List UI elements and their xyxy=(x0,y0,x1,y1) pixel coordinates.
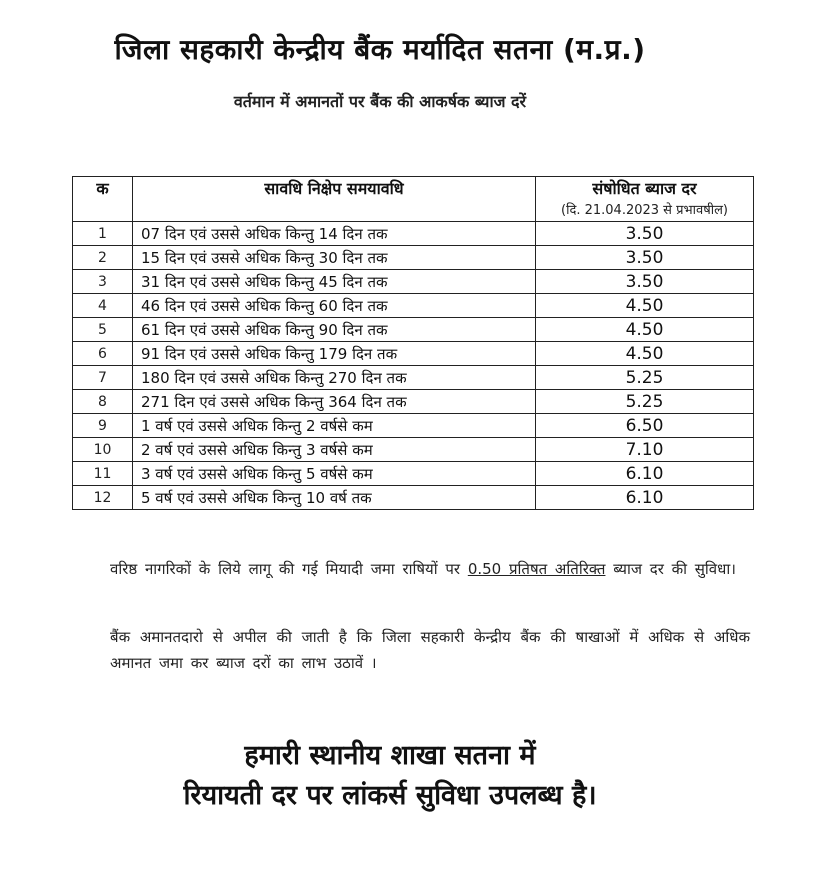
row-interest-rate: 4.50 xyxy=(536,318,754,342)
row-deposit-period: 15 दिन एवं उससे अधिक किन्तु 30 दिन तक xyxy=(133,246,536,270)
senior-citizen-note xyxy=(110,556,750,582)
row-deposit-period: 5 वर्ष एवं उससे अधिक किन्तु 10 वर्ष तक xyxy=(133,486,536,510)
table-row xyxy=(73,342,754,366)
row-serial: 11 xyxy=(73,462,133,486)
row-interest-rate: 7.10 xyxy=(536,438,754,462)
senior-note-prefix: वरिष्ठ नागरिकों के लिये लागू की गई मियादी जमा राषियों पर xyxy=(110,560,468,578)
row-deposit-period: 07 दिन एवं उससे अधिक किन्तु 14 दिन तक xyxy=(133,222,536,246)
senior-note-suffix: ब्याज दर की सुविधा। xyxy=(605,560,736,578)
appeal-note: बैंक अमानतदारो से अपील की जाती है कि जिला सहकारी केन्द्रीय बैंक की षाखाओं में अधिक से अधिक अमानत जमा कर ब्याज दरों का लाभ उठावें । xyxy=(110,628,750,672)
table-row xyxy=(73,414,754,438)
row-deposit-period: 180 दिन एवं उससे अधिक किन्तु 270 दिन तक xyxy=(133,366,536,390)
locker-announcement-line2: रियायती दर पर लांकर्स सुविधा उपलब्ध है। xyxy=(183,780,597,811)
row-deposit-period: 61 दिन एवं उससे अधिक किन्तु 90 दिन तक xyxy=(133,318,536,342)
row-deposit-period: 271 दिन एवं उससे अधिक किन्तु 364 दिन तक xyxy=(133,390,536,414)
table-header-row xyxy=(73,177,754,222)
header-rate-effective-date: (दि. 21.04.2023 से प्रभावषील) xyxy=(561,203,728,218)
row-serial: 3 xyxy=(73,270,133,294)
row-deposit-period: 91 दिन एवं उससे अधिक किन्तु 179 दिन तक xyxy=(133,342,536,366)
table-row xyxy=(73,270,754,294)
row-deposit-period: 1 वर्ष एवं उससे अधिक किन्तु 2 वर्षसे कम xyxy=(133,414,536,438)
row-serial: 6 xyxy=(73,342,133,366)
senior-note-highlight: 0.50 प्रतिषत अतिरिक्त xyxy=(467,560,606,578)
table-row xyxy=(73,222,754,246)
row-interest-rate: 3.50 xyxy=(536,270,754,294)
row-interest-rate: 4.50 xyxy=(536,294,754,318)
header-rate-label: संषोधित ब्याज दर xyxy=(592,179,697,198)
table-row xyxy=(73,390,754,414)
row-serial: 4 xyxy=(73,294,133,318)
row-serial: 8 xyxy=(73,390,133,414)
row-serial: 10 xyxy=(73,438,133,462)
header-revised-rate xyxy=(536,177,754,222)
table-row xyxy=(73,438,754,462)
table-row xyxy=(73,462,754,486)
table-row xyxy=(73,318,754,342)
interest-rate-table xyxy=(72,176,754,510)
row-serial: 9 xyxy=(73,414,133,438)
row-interest-rate: 3.50 xyxy=(536,222,754,246)
row-interest-rate: 4.50 xyxy=(536,342,754,366)
row-interest-rate: 5.25 xyxy=(536,366,754,390)
row-interest-rate: 6.10 xyxy=(536,486,754,510)
row-deposit-period: 3 वर्ष एवं उससे अधिक किन्तु 5 वर्षसे कम xyxy=(133,462,536,486)
locker-announcement xyxy=(0,736,780,816)
row-interest-rate: 6.50 xyxy=(536,414,754,438)
header-serial: क xyxy=(73,177,133,222)
row-deposit-period: 46 दिन एवं उससे अधिक किन्तु 60 दिन तक xyxy=(133,294,536,318)
row-serial: 12 xyxy=(73,486,133,510)
row-serial: 1 xyxy=(73,222,133,246)
row-deposit-period: 2 वर्ष एवं उससे अधिक किन्तु 3 वर्षसे कम xyxy=(133,438,536,462)
table-body xyxy=(73,222,754,510)
table-row xyxy=(73,294,754,318)
row-deposit-period: 31 दिन एवं उससे अधिक किन्तु 45 दिन तक xyxy=(133,270,536,294)
table-row xyxy=(73,366,754,390)
row-interest-rate: 3.50 xyxy=(536,246,754,270)
document-subtitle: वर्तमान में अमानतों पर बैंक की आकर्षक ब्याज दरें xyxy=(233,92,527,111)
row-interest-rate: 6.10 xyxy=(536,462,754,486)
row-serial: 2 xyxy=(73,246,133,270)
table-row xyxy=(73,246,754,270)
locker-announcement-line1: हमारी स्थानीय शाखा सतना में xyxy=(244,740,536,771)
row-interest-rate: 5.25 xyxy=(536,390,754,414)
row-serial: 5 xyxy=(73,318,133,342)
table-row xyxy=(73,486,754,510)
document-title: जिला सहकारी केन्द्रीय बैंक मर्यादित सतना (म.प्र.) xyxy=(114,33,646,66)
header-deposit-period: सावधि निक्षेप समयावधि xyxy=(133,177,536,222)
row-serial: 7 xyxy=(73,366,133,390)
